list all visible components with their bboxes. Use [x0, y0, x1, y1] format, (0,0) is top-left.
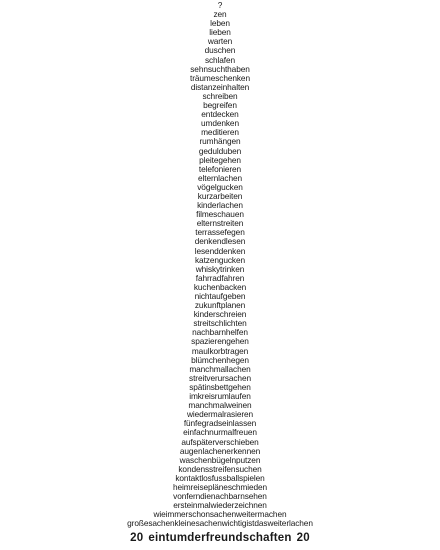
word-line: aufspäterverschieben: [181, 436, 259, 447]
footer-title: eintumderfreundschaften: [148, 532, 292, 545]
word-line: terrassefegen: [195, 227, 245, 238]
word-line: vonferndienachbarnsehen: [173, 491, 267, 502]
word-line: waschenbügelnputzen: [179, 454, 261, 465]
word-line: filmeschauen: [196, 209, 244, 220]
word-line: pleitegehen: [199, 154, 241, 165]
word-line: nichtaufgeben: [194, 291, 246, 301]
word-line: rumhängen: [199, 136, 241, 147]
word-line: lesenddenken: [194, 245, 246, 256]
word-line: katzengucken: [195, 254, 245, 265]
word-line: meditieren: [201, 127, 239, 138]
word-line: warten: [207, 36, 233, 47]
word-line: duschen: [204, 45, 236, 56]
word-line: großesachenkleinesachenwichtigistdasweiterlachen: [127, 518, 313, 529]
word-line: sehnsuchthaben: [190, 63, 250, 74]
word-line: kinderschreien: [193, 309, 247, 320]
word-line: schreiben: [202, 90, 238, 101]
word-line: blümchenhegen: [191, 354, 249, 365]
word-line: whiskytrinken: [195, 263, 245, 274]
word-line: telefonieren: [198, 163, 242, 174]
word-line: spätinsbettgehen: [189, 381, 251, 392]
word-line: denkendlesen: [194, 236, 246, 247]
word-line: wiedermalrasieren: [186, 409, 254, 420]
word-line: einfachnurmalfreuen: [183, 427, 257, 438]
word-line: kuchenbacken: [193, 281, 247, 292]
word-line: streitverursachen: [189, 372, 251, 383]
word-line: kontaktlosfussballspielen: [175, 472, 265, 483]
word-line: kurzarbeiten: [197, 190, 243, 201]
word-line: fünfegradseinlassen: [183, 418, 257, 429]
word-line: elternlachen: [197, 172, 242, 183]
word-line: fahrradfahren: [195, 272, 245, 283]
word-line: zen: [213, 9, 227, 20]
word-line: leben: [210, 18, 230, 29]
word-line: ?: [217, 0, 223, 10]
word-line: umdenken: [201, 118, 239, 129]
word-line: spazierengehen: [191, 336, 249, 347]
word-line: manchmalweinen: [188, 400, 252, 411]
word-line: träumeschenken: [190, 72, 250, 83]
tower-footer: [125, 531, 315, 545]
word-line: streitschlichten: [193, 318, 247, 329]
word-line: distanzeinhalten: [190, 81, 250, 92]
word-line: ersteinmalwiederzeichnen: [173, 500, 267, 511]
word-line: zukunftplanen: [194, 300, 246, 311]
word-line: kinderlachen: [197, 200, 243, 211]
word-line: gedulduben: [198, 145, 242, 156]
word-line: elternstreiten: [196, 218, 244, 229]
footer-year-right: 20: [296, 532, 310, 545]
word-list: [127, 1, 313, 528]
word-line: vögelgucken: [197, 181, 243, 192]
word-line: nachbarnhelfen: [192, 327, 248, 338]
word-line: lieben: [209, 27, 231, 38]
word-line: kondensstreifensuchen: [178, 463, 262, 474]
word-line: imkreisrumlaufen: [189, 391, 251, 402]
word-line: begreifen: [203, 100, 237, 111]
word-line: wieimmerschonsachenweitermachen: [153, 509, 287, 520]
word-line: manchmallachen: [189, 363, 251, 374]
word-line: heimreisepläneschmieden: [172, 481, 268, 492]
word-line: schlafen: [204, 54, 236, 65]
word-line: entdecken: [201, 109, 239, 120]
word-line: maulkorbtragen: [191, 345, 249, 356]
word-line: augenlachenerkennen: [179, 445, 261, 456]
footer-year-left: 20: [130, 532, 144, 545]
